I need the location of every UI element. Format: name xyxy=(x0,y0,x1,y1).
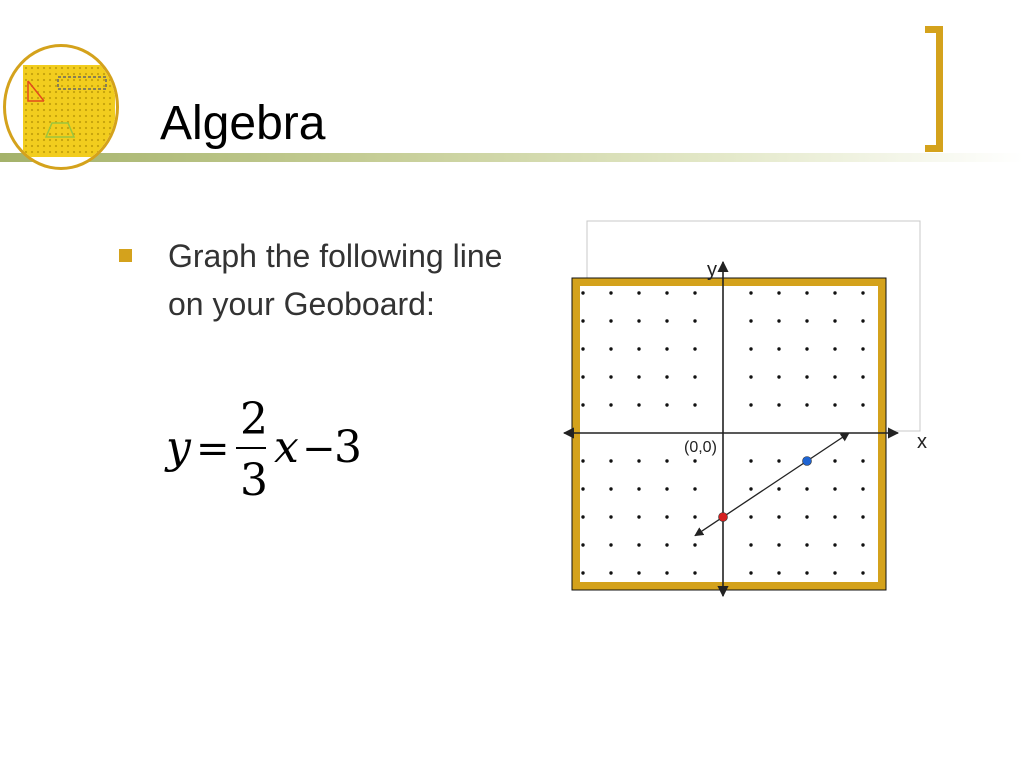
y-axis-label: y xyxy=(707,259,717,281)
equation-variable: x xyxy=(274,422,299,473)
peg xyxy=(861,347,864,350)
peg xyxy=(665,375,668,378)
peg xyxy=(693,347,696,350)
peg xyxy=(581,543,584,546)
peg xyxy=(805,291,808,294)
peg xyxy=(693,403,696,406)
peg xyxy=(609,291,612,294)
peg xyxy=(693,459,696,462)
peg xyxy=(861,319,864,322)
logo-trapezoid-shape xyxy=(46,123,74,137)
peg xyxy=(805,403,808,406)
peg xyxy=(861,543,864,546)
peg xyxy=(777,571,780,574)
peg xyxy=(749,571,752,574)
peg xyxy=(609,487,612,490)
peg xyxy=(609,347,612,350)
peg xyxy=(777,347,780,350)
peg xyxy=(693,375,696,378)
peg xyxy=(749,375,752,378)
peg xyxy=(749,347,752,350)
peg xyxy=(609,515,612,518)
peg xyxy=(749,319,752,322)
peg xyxy=(637,459,640,462)
peg xyxy=(609,375,612,378)
peg xyxy=(777,459,780,462)
peg xyxy=(609,319,612,322)
peg xyxy=(637,515,640,518)
peg xyxy=(693,291,696,294)
peg xyxy=(805,319,808,322)
peg xyxy=(833,291,836,294)
peg xyxy=(833,515,836,518)
peg xyxy=(581,291,584,294)
peg xyxy=(805,543,808,546)
peg xyxy=(609,459,612,462)
peg xyxy=(665,543,668,546)
peg xyxy=(581,515,584,518)
corner-bracket xyxy=(925,26,943,152)
peg xyxy=(581,403,584,406)
peg xyxy=(665,291,668,294)
peg xyxy=(861,487,864,490)
peg xyxy=(861,291,864,294)
peg xyxy=(749,515,752,518)
plotted-point xyxy=(719,513,728,522)
geoboard-logo-icon xyxy=(3,44,119,170)
equation-constant: 3 xyxy=(334,422,362,473)
peg xyxy=(777,487,780,490)
peg xyxy=(693,319,696,322)
peg xyxy=(861,459,864,462)
peg xyxy=(609,403,612,406)
peg xyxy=(665,347,668,350)
peg xyxy=(581,347,584,350)
peg xyxy=(805,571,808,574)
peg xyxy=(805,487,808,490)
peg xyxy=(833,403,836,406)
peg xyxy=(637,487,640,490)
peg xyxy=(581,459,584,462)
logo-shapes xyxy=(6,47,119,170)
peg xyxy=(749,487,752,490)
peg xyxy=(693,543,696,546)
peg xyxy=(581,487,584,490)
peg xyxy=(777,291,780,294)
x-axis-label: x xyxy=(917,431,927,453)
peg xyxy=(805,515,808,518)
peg xyxy=(777,543,780,546)
peg xyxy=(833,459,836,462)
peg xyxy=(665,571,668,574)
peg xyxy=(609,571,612,574)
peg xyxy=(637,291,640,294)
page-title: Algebra xyxy=(160,97,326,150)
peg xyxy=(777,375,780,378)
logo-rectangle-shape xyxy=(58,77,106,89)
peg xyxy=(693,487,696,490)
peg xyxy=(581,319,584,322)
peg xyxy=(637,375,640,378)
peg xyxy=(637,347,640,350)
peg xyxy=(693,515,696,518)
geoboard-graph xyxy=(560,218,940,600)
peg xyxy=(777,403,780,406)
peg xyxy=(749,543,752,546)
peg xyxy=(749,291,752,294)
peg xyxy=(861,375,864,378)
peg xyxy=(833,375,836,378)
bullet-text: Graph the following line on your Geoboard: xyxy=(168,238,503,322)
peg xyxy=(693,571,696,574)
peg xyxy=(665,403,668,406)
peg xyxy=(833,543,836,546)
peg xyxy=(861,571,864,574)
line-equation xyxy=(162,392,372,502)
equation-equals: = xyxy=(196,426,230,472)
peg xyxy=(833,571,836,574)
peg xyxy=(637,403,640,406)
peg xyxy=(833,347,836,350)
peg xyxy=(805,375,808,378)
peg xyxy=(749,403,752,406)
equation-numerator: 2 xyxy=(240,394,268,445)
equation-operator: − xyxy=(302,426,336,472)
peg xyxy=(861,515,864,518)
logo-triangle-edge xyxy=(28,81,44,101)
peg xyxy=(609,543,612,546)
peg xyxy=(805,347,808,350)
origin-label: (0,0) xyxy=(684,439,717,456)
geoboard xyxy=(576,282,882,586)
header-band xyxy=(0,153,1024,162)
peg xyxy=(861,403,864,406)
peg xyxy=(665,319,668,322)
peg xyxy=(777,319,780,322)
peg xyxy=(665,487,668,490)
peg xyxy=(833,319,836,322)
peg xyxy=(637,543,640,546)
peg xyxy=(777,515,780,518)
peg xyxy=(833,487,836,490)
peg xyxy=(665,515,668,518)
equation-lhs: y xyxy=(166,422,191,473)
equation-denominator: 3 xyxy=(240,455,268,502)
plotted-point xyxy=(803,457,812,466)
peg xyxy=(637,571,640,574)
peg xyxy=(581,375,584,378)
peg xyxy=(749,459,752,462)
peg xyxy=(665,459,668,462)
peg xyxy=(637,319,640,322)
peg xyxy=(581,571,584,574)
bullet-marker xyxy=(119,249,132,262)
